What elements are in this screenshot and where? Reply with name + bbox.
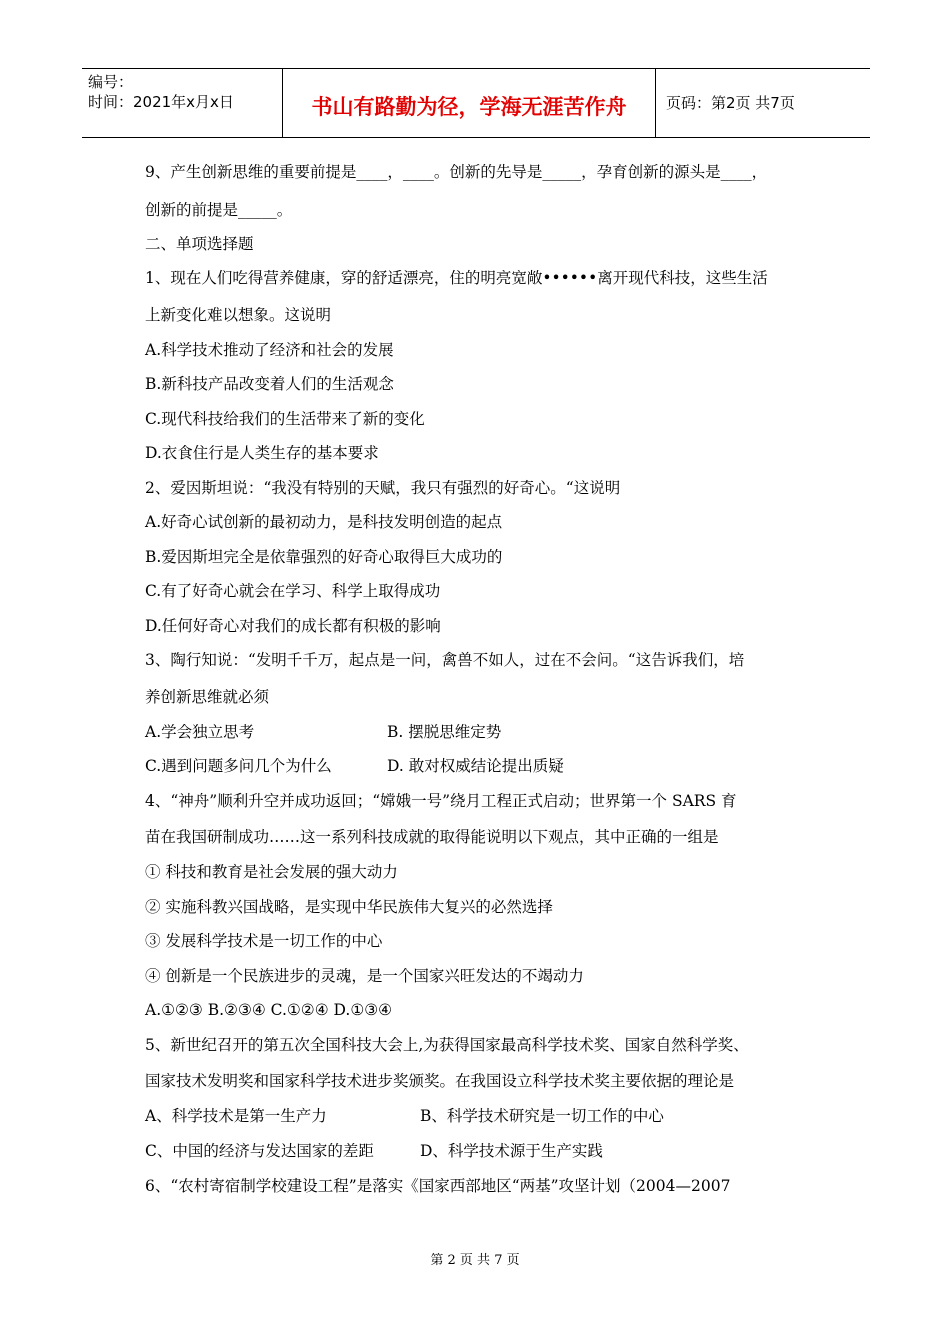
q3-option-a: A.学会独立思考 — [145, 723, 255, 741]
q5-option-b: B、科学技术研究是一切工作的中心 — [420, 1107, 664, 1125]
q2-option-a: A.好奇心试创新的最初动力，是科技发明创造的起点 — [145, 513, 503, 531]
q4-options: A.①②③ B.②③④ C.①②④ D.①③④ — [145, 1001, 393, 1019]
q3-option-d: D. 敢对权威结论提出质疑 — [387, 757, 564, 775]
q4-statement-1: ① 科技和教育是社会发展的强大动力 — [145, 863, 398, 881]
q1-stem-2: 上新变化难以想象。这说明 — [145, 306, 332, 324]
q3-option-c: C.遇到问题多问几个为什么 — [145, 757, 332, 775]
q1-option-b: B.新科技产品改变着人们的生活观念 — [145, 375, 394, 393]
q6-stem-1: 6、“农村寄宿制学校建设工程”是落实《国家西部地区“两基”攻坚计划（2004—2007 — [145, 1177, 731, 1195]
q2-option-c: C.有了好奇心就会在学习、科学上取得成功 — [145, 582, 441, 600]
q2-stem: 2、爱因斯坦说：“我没有特别的天赋，我只有强烈的好奇心。“这说明 — [145, 479, 621, 497]
q4-stem-1: 4、“神舟”顺利升空并成功返回；“嫦娥一号”绕月工程正式启动；世界第一个 SARS 育 — [145, 792, 737, 810]
q9-line-2: 创新的前提是_____。 — [145, 201, 293, 219]
q4-statement-3: ③ 发展科学技术是一切工作的中心 — [145, 932, 383, 950]
header-meta-cell — [82, 69, 282, 137]
q2-option-d: D.任何好奇心对我们的成长都有积极的影响 — [145, 617, 441, 635]
q5-stem-1: 5、新世纪召开的第五次全国科技大会上,为获得国家最高科学技术奖、国家自然科学奖、 — [145, 1036, 749, 1054]
q5-stem-2: 国家技术发明奖和国家科学技术进步奖颁奖。在我国设立科学技术奖主要依据的理论是 — [145, 1072, 735, 1090]
q3-stem-2: 养创新思维就必须 — [145, 688, 270, 706]
q5-option-c: C、中国的经济与发达国家的差距 — [145, 1142, 374, 1160]
q1-option-a: A.科学技术推动了经济和社会的发展 — [145, 341, 394, 359]
q9-line-1: 9、产生创新思维的重要前提是____，____。创新的先导是_____，孕育创新的源头是____， — [145, 163, 768, 181]
q5-option-d: D、科学技术源于生产实践 — [420, 1142, 603, 1160]
header-page-cell — [656, 69, 870, 137]
q3-option-b: B. 摆脱思维定势 — [387, 723, 502, 741]
q2-option-b: B.爱因斯坦完全是依靠强烈的好奇心取得巨大成功的 — [145, 548, 503, 566]
page-footer: 第 2 页 共 7 页 — [430, 1253, 520, 1268]
q1-option-d: D.衣食住行是人类生存的基本要求 — [145, 444, 379, 462]
q1-option-c: C.现代科技给我们的生活带来了新的变化 — [145, 410, 425, 428]
q4-stem-2: 苗在我国研制成功……这一系列科技成就的取得能说明以下观点，其中正确的一组是 — [145, 828, 719, 846]
doc-number-label: 编号： — [88, 73, 134, 91]
section-title: 二、单项选择题 — [145, 235, 254, 253]
page-header — [82, 68, 870, 138]
q3-stem-1: 3、陶行知说：“发明千千万，起点是一问，禽兽不如人，过在不会问。“这告诉我们，培 — [145, 651, 745, 669]
header-motto: 书山有路勤为径，学海无涯苦作舟 — [311, 95, 627, 119]
q5-option-a: A、科学技术是第一生产力 — [145, 1107, 327, 1125]
q4-statement-2: ② 实施科教兴国战略，是实现中华民族伟大复兴的必然选择 — [145, 898, 553, 916]
header-page-label: 页码：第2页 共7页 — [666, 94, 795, 112]
q1-stem-1: 1、现在人们吃得营养健康，穿的舒适漂亮，住的明亮宽敞••••••离开现代科技，这些生活 — [145, 269, 768, 287]
header-motto-cell — [282, 69, 656, 137]
q4-statement-4: ④ 创新是一个民族进步的灵魂，是一个国家兴旺发达的不竭动力 — [145, 967, 584, 985]
doc-time-label: 时间：2021年x月x日 — [88, 93, 234, 111]
